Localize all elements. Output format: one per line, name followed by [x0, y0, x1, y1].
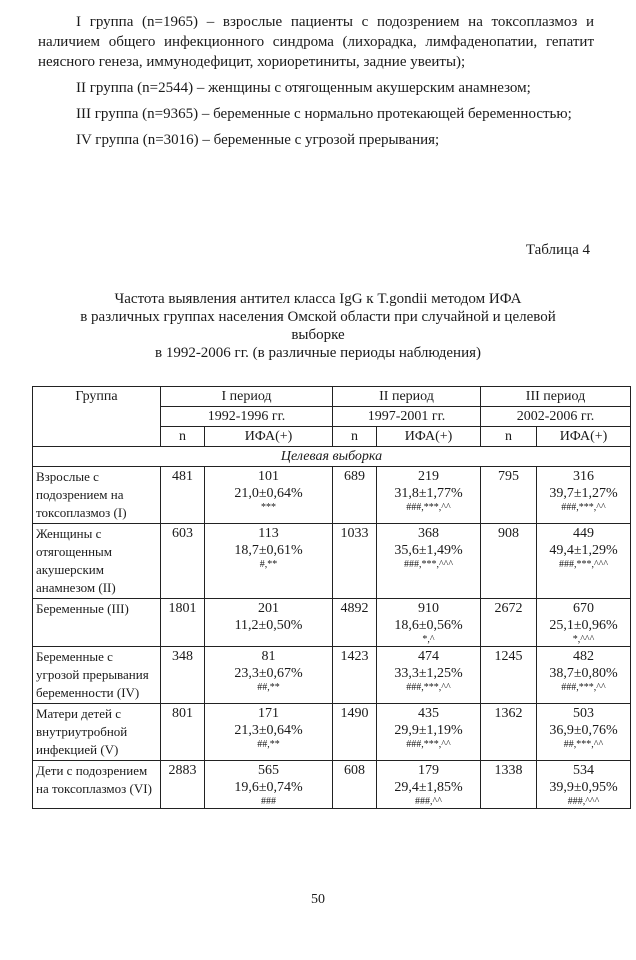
- n-header: n: [333, 427, 377, 447]
- ifa-cell: [537, 761, 631, 809]
- positive-count: 113: [258, 526, 279, 541]
- significance-mark: *,^: [422, 634, 435, 645]
- positive-percent: 35,6±1,49%: [394, 543, 463, 558]
- title-line: выборке: [291, 327, 345, 343]
- n-cell: 481: [161, 467, 205, 524]
- ifa-cell: [537, 524, 631, 599]
- positive-count: 368: [418, 526, 439, 541]
- paragraph-group-1: I группа (n=1965) – взрослые пациенты с подозрением на токсоплазмоз и наличием общего инфекционного синдрома (лихорадка, лимфаденопатии, гепатит неясного генеза, иммунодефицит, хориоретиниты, задние увеиты);: [38, 14, 594, 70]
- ifa-cell: [205, 599, 333, 647]
- section-label: Целевая выборка: [33, 447, 631, 467]
- ifa-cell: [537, 467, 631, 524]
- title-line: в различных группах населения Омской области при случайной и целевой: [80, 309, 556, 325]
- significance-mark: ###,^^: [415, 796, 442, 807]
- positive-percent: 25,1±0,96%: [549, 618, 618, 633]
- ifa-cell: [377, 761, 481, 809]
- positive-count: 449: [573, 526, 594, 541]
- positive-percent: 31,8±1,77%: [394, 486, 463, 501]
- period-years: 2002-2006 гг.: [481, 407, 631, 427]
- positive-percent: 49,4±1,29%: [549, 543, 618, 558]
- positive-percent: 19,6±0,74%: [234, 780, 303, 795]
- positive-percent: 33,3±1,25%: [394, 666, 463, 681]
- n-cell: 608: [333, 761, 377, 809]
- significance-mark: ###,***,^^: [406, 739, 451, 750]
- ifa-cell: [377, 524, 481, 599]
- ifa-cell: [205, 647, 333, 704]
- n-cell: 1033: [333, 524, 377, 599]
- n-cell: 689: [333, 467, 377, 524]
- n-cell: 1423: [333, 647, 377, 704]
- paragraph-group-2: II группа (n=2544) – женщины с отягощенным акушерским анамнезом;: [76, 80, 531, 96]
- significance-mark: ##,**: [257, 739, 280, 750]
- positive-percent: 29,4±1,85%: [394, 780, 463, 795]
- significance-mark: ###,***,^^: [406, 502, 451, 513]
- ifa-cell: [205, 761, 333, 809]
- positive-count: 910: [418, 601, 439, 616]
- period-2-header: [333, 387, 481, 407]
- ifa-header: ИФА(+): [377, 427, 481, 447]
- n-cell: 603: [161, 524, 205, 599]
- positive-percent: 18,6±0,56%: [394, 618, 463, 633]
- positive-count: 534: [573, 763, 594, 778]
- table-row: [33, 761, 631, 809]
- group-cell: Матери детей с внутриутробной инфекцией (V): [33, 704, 161, 761]
- significance-mark: ***: [261, 502, 276, 513]
- n-cell: 348: [161, 647, 205, 704]
- ifa-cell: [377, 647, 481, 704]
- n-cell: 1490: [333, 704, 377, 761]
- table-number: Таблица 4: [525, 242, 590, 258]
- group-cell: Беременные (III): [33, 599, 161, 647]
- significance-mark: *,^^^: [572, 634, 595, 645]
- title-line: Частота выявления антител класса IgG к T.gondii методом ИФА: [114, 291, 522, 307]
- n-cell: 795: [481, 467, 537, 524]
- data-table: [32, 386, 631, 809]
- n-cell: 801: [161, 704, 205, 761]
- n-cell: 908: [481, 524, 537, 599]
- positive-count: 503: [573, 706, 594, 721]
- table-row: [33, 599, 631, 647]
- period-name: II период: [379, 389, 434, 404]
- positive-count: 435: [418, 706, 439, 721]
- significance-mark: ##,**: [257, 682, 280, 693]
- title-line: в 1992-2006 гг. (в различные периоды наблюдения): [154, 345, 482, 361]
- paragraph-group-4: IV группа (n=3016) – беременные с угрозой прерывания;: [76, 132, 440, 148]
- significance-mark: ###,^^^: [567, 796, 600, 807]
- group-cell: Беременные с угрозой прерывания беременности (IV): [33, 647, 161, 704]
- ifa-cell: [537, 647, 631, 704]
- period-years: 1992-1996 гг.: [161, 407, 333, 427]
- ifa-cell: [205, 467, 333, 524]
- period-1-header: [161, 387, 333, 407]
- period-name: III период: [525, 389, 586, 404]
- positive-percent: 18,7±0,61%: [234, 543, 303, 558]
- n-header: n: [161, 427, 205, 447]
- paragraph-group-3: III группа (n=9365) – беременные с нормально протекающей беременностью;: [76, 106, 572, 122]
- table-row: [33, 467, 631, 524]
- significance-mark: ###,***,^^^: [403, 559, 454, 570]
- n-cell: 4892: [333, 599, 377, 647]
- period-3-header: [481, 387, 631, 407]
- ifa-cell: [205, 704, 333, 761]
- n-cell: 2672: [481, 599, 537, 647]
- ifa-header: ИФА(+): [537, 427, 631, 447]
- n-cell: 1338: [481, 761, 537, 809]
- n-cell: 2883: [161, 761, 205, 809]
- significance-mark: #,**: [259, 559, 278, 570]
- period-name: I период: [221, 389, 272, 404]
- significance-mark: ###,***,^^^: [558, 559, 609, 570]
- significance-mark: ###,***,^^: [561, 682, 606, 693]
- positive-count: 565: [258, 763, 279, 778]
- page-number: 50: [311, 892, 325, 907]
- table-row: [33, 524, 631, 599]
- group-cell: Дети с подозрением на токсоплазмоз (VI): [33, 761, 161, 809]
- table-row: [33, 647, 631, 704]
- significance-mark: ###,***,^^: [561, 502, 606, 513]
- positive-count: 179: [418, 763, 439, 778]
- positive-count: 219: [418, 469, 439, 484]
- ifa-cell: [205, 524, 333, 599]
- n-cell: 1362: [481, 704, 537, 761]
- n-cell: 1245: [481, 647, 537, 704]
- period-years: 1997-2001 гг.: [333, 407, 481, 427]
- positive-percent: 21,0±0,64%: [234, 486, 303, 501]
- n-header: n: [481, 427, 537, 447]
- ifa-cell: [537, 704, 631, 761]
- positive-percent: 36,9±0,76%: [549, 723, 618, 738]
- positive-count: 81: [261, 649, 276, 664]
- positive-count: 201: [258, 601, 279, 616]
- positive-percent: 11,2±0,50%: [234, 618, 303, 633]
- ifa-cell: [377, 467, 481, 524]
- positive-count: 474: [418, 649, 439, 664]
- table-row: [33, 704, 631, 761]
- table-title: [20, 290, 616, 362]
- positive-percent: 38,7±0,80%: [549, 666, 618, 681]
- group-header: Группа: [33, 387, 161, 447]
- positive-percent: 39,9±0,95%: [549, 780, 618, 795]
- ifa-cell: [537, 599, 631, 647]
- positive-count: 670: [573, 601, 594, 616]
- intro-paragraphs: [38, 12, 594, 156]
- positive-percent: 39,7±1,27%: [549, 486, 618, 501]
- group-cell: Женщины с отягощенным акушерским анамнезом (II): [33, 524, 161, 599]
- ifa-cell: [377, 704, 481, 761]
- positive-percent: 21,3±0,64%: [234, 723, 303, 738]
- positive-count: 101: [258, 469, 279, 484]
- positive-count: 316: [573, 469, 594, 484]
- n-cell: 1801: [161, 599, 205, 647]
- positive-percent: 23,3±0,67%: [234, 666, 303, 681]
- group-cell: Взрослые с подозрением на токсоплазмоз (I): [33, 467, 161, 524]
- positive-count: 482: [573, 649, 594, 664]
- significance-mark: ##,***,^^: [563, 739, 604, 750]
- ifa-header: ИФА(+): [205, 427, 333, 447]
- significance-mark: ###: [261, 796, 276, 807]
- positive-count: 171: [258, 706, 279, 721]
- ifa-cell: [377, 599, 481, 647]
- positive-percent: 29,9±1,19%: [394, 723, 463, 738]
- significance-mark: ###,***,^^: [406, 682, 451, 693]
